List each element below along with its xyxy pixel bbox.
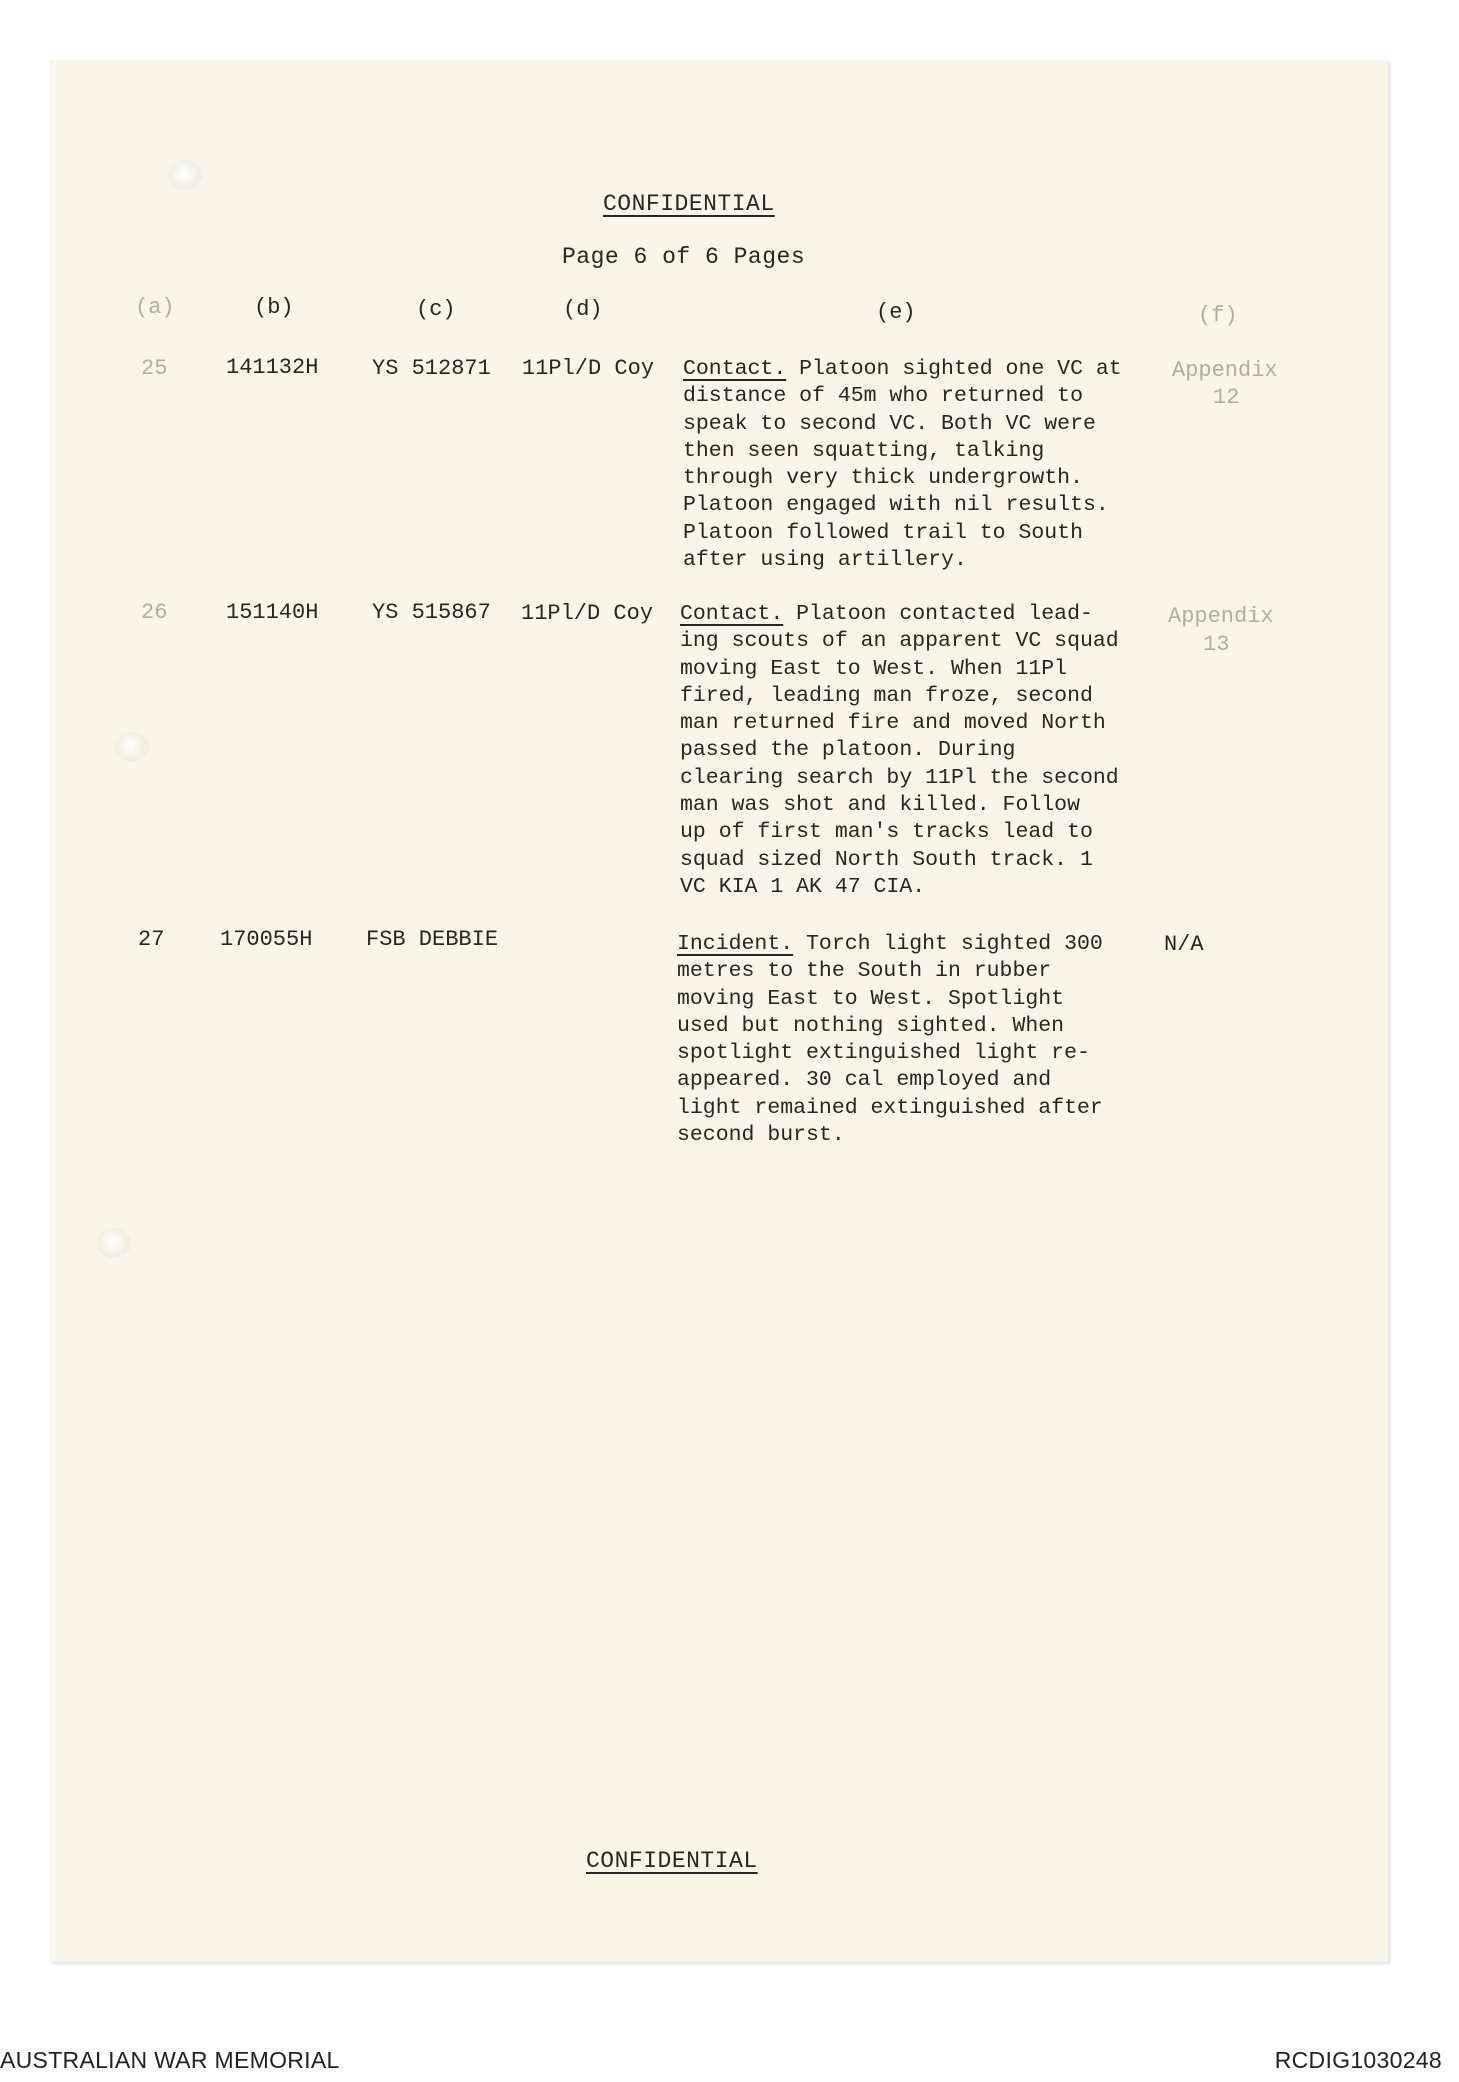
reference-number: 12 xyxy=(1213,385,1240,410)
archive-id: RCDIG1030248 xyxy=(1274,2047,1442,2073)
event-description: Incident. Torch light sighted 300 metres to the South in rubber moving East to West. Spotlight used but nothing sighted. When spotlight extinguished light re- appeared. 30 cal employed and light remained extinguished after second burst. xyxy=(677,932,1103,1148)
page-label: Page 6 of 6 Pages xyxy=(562,244,806,270)
event-type: Incident. xyxy=(677,932,794,956)
column-header-a: (a) xyxy=(135,295,175,320)
classification-footer: CONFIDENTIAL xyxy=(586,1848,758,1874)
serial-number: 26 xyxy=(141,600,168,625)
punch-hole xyxy=(168,160,202,190)
unit: 11Pl/D Coy xyxy=(521,601,654,626)
date-time-group: 170055H xyxy=(220,927,313,952)
event-type: Contact. xyxy=(680,602,784,626)
punch-hole xyxy=(115,732,149,762)
grid-reference: YS 512871 xyxy=(372,356,491,381)
column-header-b: (b) xyxy=(254,295,294,320)
event-description: Contact. Platoon contacted lead- ing scouts of an apparent VC squad moving East to West. When 11Pl fired, leading man froze, second man returned fire and moved North passed the platoon. During clearing search by 11Pl the second man was shot and killed. Follow up of first man's tracks lead to squad sized North South track. 1 VC KIA 1 AK 47 CIA. xyxy=(680,602,1119,899)
date-time-group: 141132H xyxy=(226,355,319,380)
column-header-d: (d) xyxy=(563,297,603,322)
reference: Appendix xyxy=(1168,604,1274,629)
archive-credit: AUSTRALIAN WAR MEMORIAL xyxy=(0,2047,340,2073)
event-description: Contact. Platoon sighted one VC at distance of 45m who returned to speak to second VC. Both VC were then seen squatting, talking through very thick undergrowth. Platoon engaged with nil results. Platoon followed trail to South after using artillery. xyxy=(683,357,1122,573)
unit: 11Pl/D Coy xyxy=(522,356,655,381)
classification-header: CONFIDENTIAL xyxy=(603,191,775,217)
grid-reference: YS 515867 xyxy=(372,600,491,625)
reference: Appendix xyxy=(1172,358,1278,383)
column-header-e: (e) xyxy=(876,300,916,325)
column-header-c: (c) xyxy=(416,297,456,322)
serial-number: 27 xyxy=(138,927,165,952)
reference: N/A xyxy=(1164,932,1204,957)
punch-hole xyxy=(97,1228,131,1258)
reference-number: 13 xyxy=(1203,632,1230,657)
grid-reference: FSB DEBBIE xyxy=(366,927,499,952)
serial-number: 25 xyxy=(141,356,168,381)
column-header-f: (f) xyxy=(1198,303,1238,328)
event-type: Contact. xyxy=(683,357,787,381)
date-time-group: 151140H xyxy=(226,600,319,625)
